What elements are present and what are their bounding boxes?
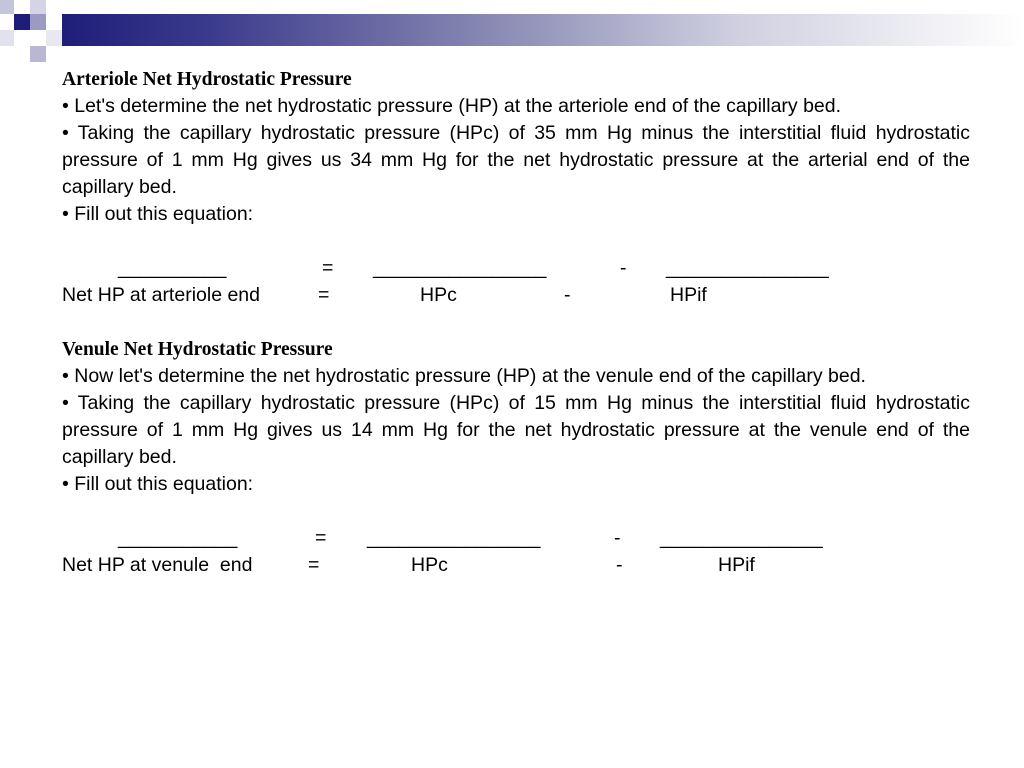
minus-sign: - bbox=[616, 554, 623, 576]
label-net-hp: Net HP at arteriole end bbox=[62, 284, 260, 306]
arteriole-bullet-2: • Taking the capillary hydrostatic pressure (HPc) of 35 mm Hg minus the interstitial fluid hydrostatic pressure of 1 mm Hg gives us 34 mm Hg for the net hydrostatic pressure at the arterial end of the capillary bed. bbox=[62, 122, 970, 198]
venule-bullet-3: • Fill out this equation: bbox=[62, 473, 254, 495]
banner-square bbox=[14, 14, 30, 30]
label-hpc: HPc bbox=[411, 554, 448, 576]
arteriole-heading: Arteriole Net Hydrostatic Pressure bbox=[62, 69, 352, 90]
blank-net-hp: __________ bbox=[118, 257, 227, 279]
blank-net-hp: ___________ bbox=[118, 527, 238, 549]
spacer bbox=[62, 228, 970, 255]
label-hpif: HPif bbox=[670, 284, 707, 306]
equals-sign: = bbox=[322, 257, 334, 279]
banner-square bbox=[14, 30, 30, 46]
venule-equation-labels bbox=[62, 552, 970, 579]
blank-hpc: ________________ bbox=[367, 527, 541, 549]
venule-bullet-2: • Taking the capillary hydrostatic pressure (HPc) of 15 mm Hg minus the interstitial fluid hydrostatic pressure of 1 mm Hg gives us 14 mm Hg for the net hydrostatic pressure at the venule end of the capillary bed. bbox=[62, 392, 970, 468]
equals-sign: = bbox=[315, 527, 327, 549]
blank-hpif: _______________ bbox=[660, 527, 823, 549]
banner-square bbox=[30, 14, 46, 30]
banner-gradient-bar bbox=[62, 14, 1024, 46]
venule-equation-blanks bbox=[62, 525, 970, 552]
banner-square bbox=[30, 46, 46, 62]
label-hpc: HPc bbox=[420, 284, 457, 306]
minus-sign: - bbox=[614, 527, 621, 549]
blank-hpif: _______________ bbox=[666, 257, 829, 279]
banner-square bbox=[46, 0, 62, 14]
spacer bbox=[62, 498, 970, 525]
slide-banner bbox=[0, 0, 1024, 62]
equals-sign: = bbox=[308, 554, 320, 576]
banner-square bbox=[46, 30, 62, 46]
minus-sign: - bbox=[564, 284, 571, 306]
banner-square bbox=[30, 0, 46, 14]
minus-sign: - bbox=[620, 257, 627, 279]
slide-content bbox=[62, 66, 970, 579]
banner-square bbox=[0, 0, 14, 14]
arteriole-equation-labels bbox=[62, 282, 970, 309]
blank-hpc: ________________ bbox=[373, 257, 547, 279]
venule-bullet-1: • Now let's determine the net hydrostatic pressure (HP) at the venule end of the capillary bed. bbox=[62, 365, 866, 387]
venule-heading: Venule Net Hydrostatic Pressure bbox=[62, 339, 333, 360]
banner-square bbox=[0, 30, 14, 46]
spacer bbox=[62, 309, 970, 336]
arteriole-bullet-3: • Fill out this equation: bbox=[62, 203, 254, 225]
equals-sign: = bbox=[318, 284, 330, 306]
label-hpif: HPif bbox=[718, 554, 755, 576]
label-net-hp: Net HP at venule end bbox=[62, 554, 253, 576]
arteriole-bullet-1: • Let's determine the net hydrostatic pressure (HP) at the arteriole end of the capillary bed. bbox=[62, 95, 842, 117]
arteriole-equation-blanks bbox=[62, 255, 970, 282]
